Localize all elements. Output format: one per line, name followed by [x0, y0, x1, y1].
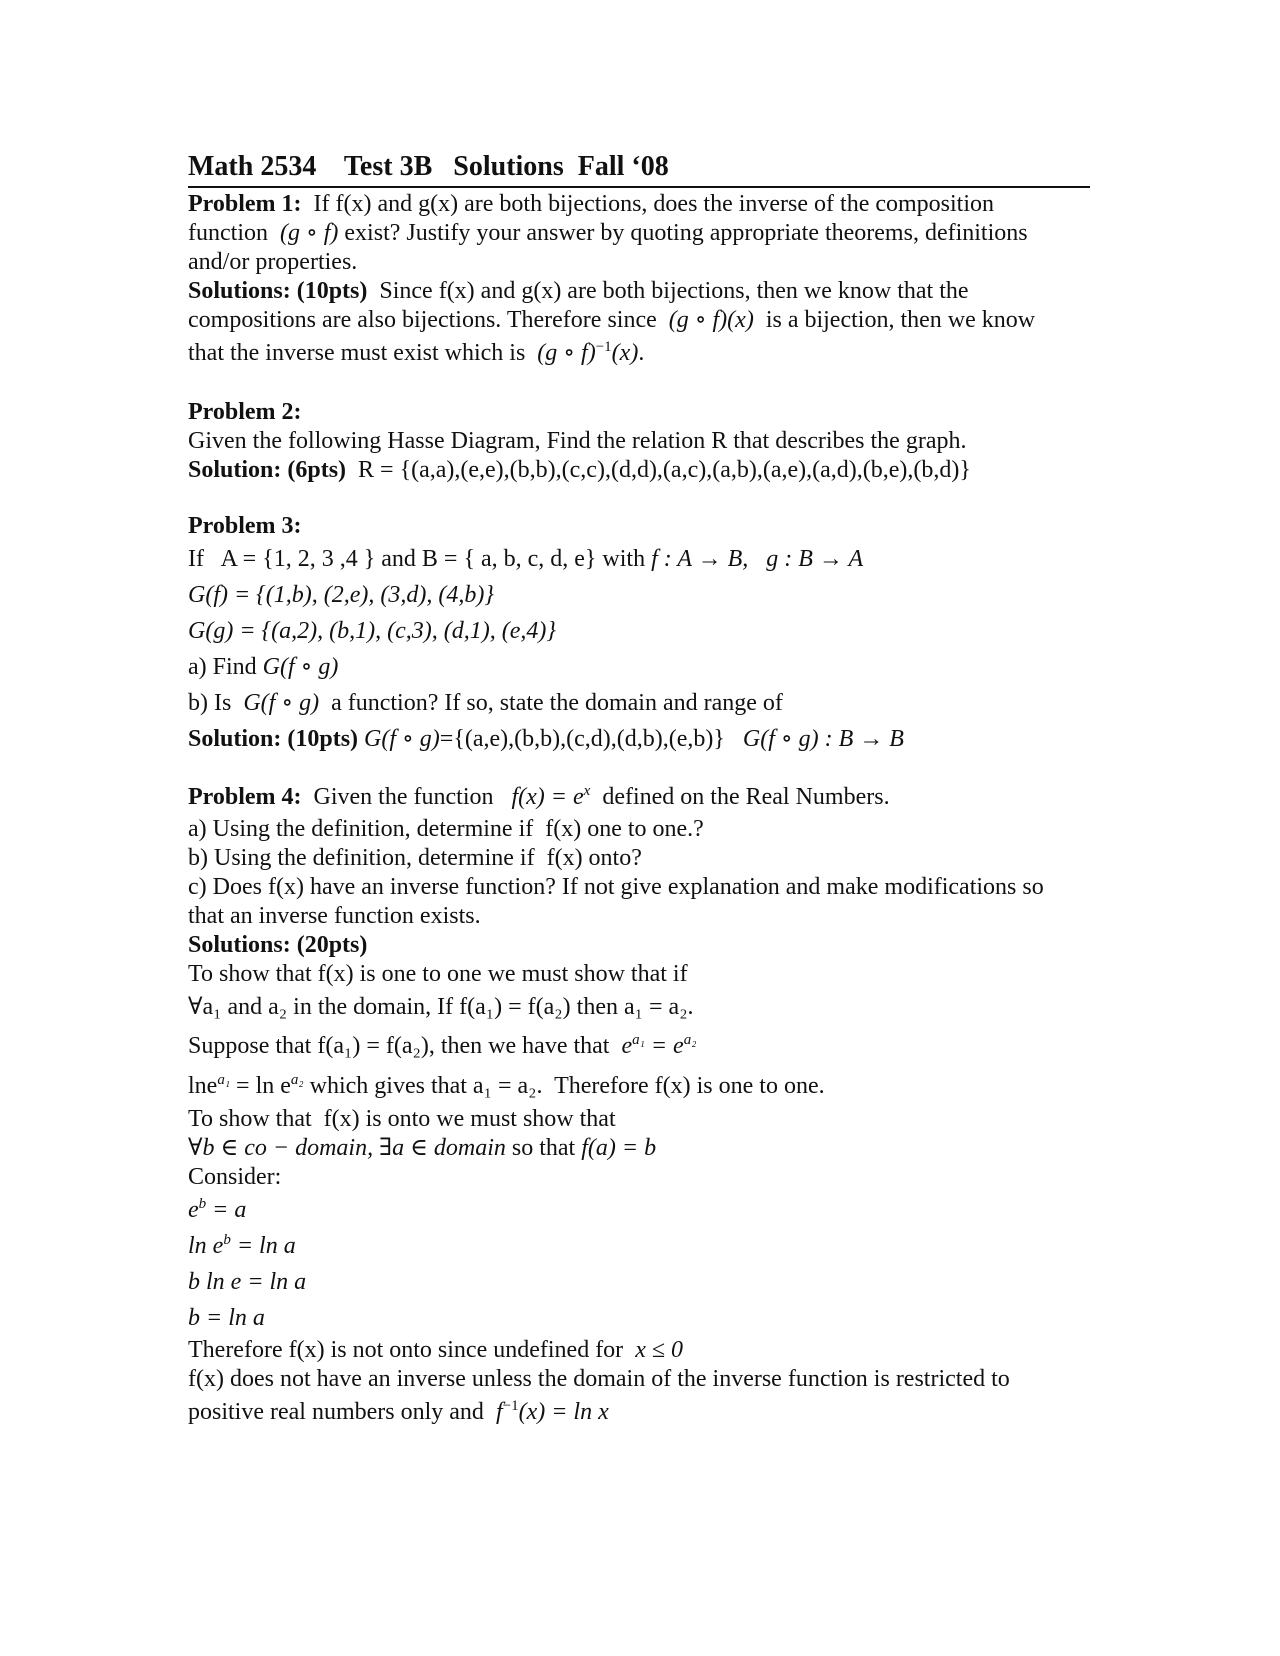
- p4-eq-1: $e^b = a$: [188, 1196, 247, 1223]
- p4-eq-3: b ln e = ln a: [188, 1269, 307, 1295]
- p4-sol-line-5: To show that f(x) is onto we must show that: [188, 1106, 616, 1132]
- document-title: [188, 150, 1088, 184]
- p3-graph-f: G(f) = {(1,b), (2,e), (3,d), (4,b)}: [188, 582, 494, 608]
- p4-conclusion-1: Therefore f(x) is not onto since undefined for x ≤ 0: [188, 1337, 684, 1363]
- p1-solution-line-1: Solutions: (10pts) Since f(x) and g(x) are both bijections, then we know that the: [188, 278, 969, 304]
- p4-conclusion-3: positive real numbers only and $f^{-1}(x) = \ln x$: [188, 1398, 609, 1425]
- p3-graph-g: G(g) = {(a,2), (b,1), (c,3), (d,1), (e,4)}: [188, 618, 556, 644]
- problem-4-label: Problem 4:: [188, 784, 302, 810]
- problem-3-label: Problem 3:: [188, 513, 302, 539]
- problem-1-label: Problem 1:: [188, 191, 302, 217]
- p1-solution-line-2: compositions are also bijections. Therefore since (g ∘ f)(x) is a bijection, then we know: [188, 307, 1036, 333]
- p1-solution-line-3: that the inverse must exist which is (g ∘ f)$^{-1}$(x).: [188, 339, 645, 366]
- solution-3-label: Solution: (10pts): [188, 726, 359, 752]
- p2-solution: [188, 456, 1088, 485]
- p4-question: Problem 4: Given the function $f(x) = e^x$ defined on the Real Numbers.: [188, 783, 890, 810]
- p3-solution: Solution: (10pts) G(f ∘ g)={(a,e),(b,b),(c,d),(d,b),(e,b)} G(f ∘ g) : B → B: [188, 726, 904, 752]
- doc-kind: Solutions: [453, 151, 564, 182]
- p4-conclusion-2: f(x) does not have an inverse unless the domain of the inverse function is restricted to: [188, 1366, 1010, 1392]
- p3-part-b: b) Is G(f ∘ g) a function? If so, state the domain and range of: [188, 690, 783, 716]
- test-name: Test 3B: [343, 151, 433, 182]
- p4-eq-2: $\ln e^b = \ln a$: [188, 1232, 296, 1259]
- problem-2-label: Problem 2:: [188, 399, 302, 425]
- solution-4-label: Solutions: (20pts): [188, 932, 368, 958]
- p4-part-c-2: that an inverse function exists.: [188, 903, 481, 929]
- term: Fall ‘08: [577, 151, 669, 182]
- p3-question: If A = {1, 2, 3 ,4 } and B = { a, b, c, d, e} with f : A → B, g : B → A: [188, 546, 864, 572]
- p4-sol-line-2: ∀a₁ and a₂ in the domain, If f(a₁) = f(a₂) then a₁ = a₂.: [188, 994, 694, 1020]
- p4-sol-consider: Consider:: [188, 1164, 282, 1190]
- p3-part-a: a) Find G(f ∘ g): [188, 654, 339, 680]
- solution-1-label: Solutions: (10pts): [188, 278, 368, 304]
- p4-sol-line-1: To show that f(x) is one to one we must show that if: [188, 961, 688, 987]
- solution-2-label: Solution: (6pts): [188, 457, 347, 483]
- p4-part-c-1: c) Does f(x) have an inverse function? If not give explanation and make modifications so: [188, 874, 1044, 900]
- p1-line-2: function (g ∘ f) exist? Justify your answer by quoting appropriate theorems, definitions: [188, 220, 1028, 246]
- title-rule: [188, 186, 1090, 188]
- course-name: Math 2534: [188, 151, 317, 182]
- p4-sol-line-3: Suppose that f(a₁) = f(a₂), then we have that $e^{a_1} = e^{a_2}$: [188, 1032, 697, 1059]
- p4-eq-4: b = ln a: [188, 1305, 265, 1331]
- p2-question: Given the following Hasse Diagram, Find the relation R that describes the graph.: [188, 428, 967, 454]
- p1-line-3: and/or properties.: [188, 249, 358, 275]
- p4-part-a: a) Using the definition, determine if f(x) one to one.?: [188, 816, 704, 842]
- relation-answer: R = {(a,a),(e,e),(b,b),(c,c),(d,d),(a,c),(a,b),(a,e),(a,d),(b,e),(b,d)}: [358, 457, 971, 483]
- document-page: [188, 150, 1088, 1430]
- p4-sol-line-4: $\ln e^{a_1} = \ln e^{a_2}$ which gives that a₁ = a₂. Therefore f(x) is one to one.: [188, 1072, 825, 1099]
- p4-part-b: b) Using the definition, determine if f(x) onto?: [188, 845, 642, 871]
- p1-line-1: Problem 1: If f(x) and g(x) are both bijections, does the inverse of the composition: [188, 191, 995, 217]
- p4-sol-line-6: ∀b ∈ co − domain, ∃a ∈ domain so that f(a) = b: [188, 1135, 657, 1161]
